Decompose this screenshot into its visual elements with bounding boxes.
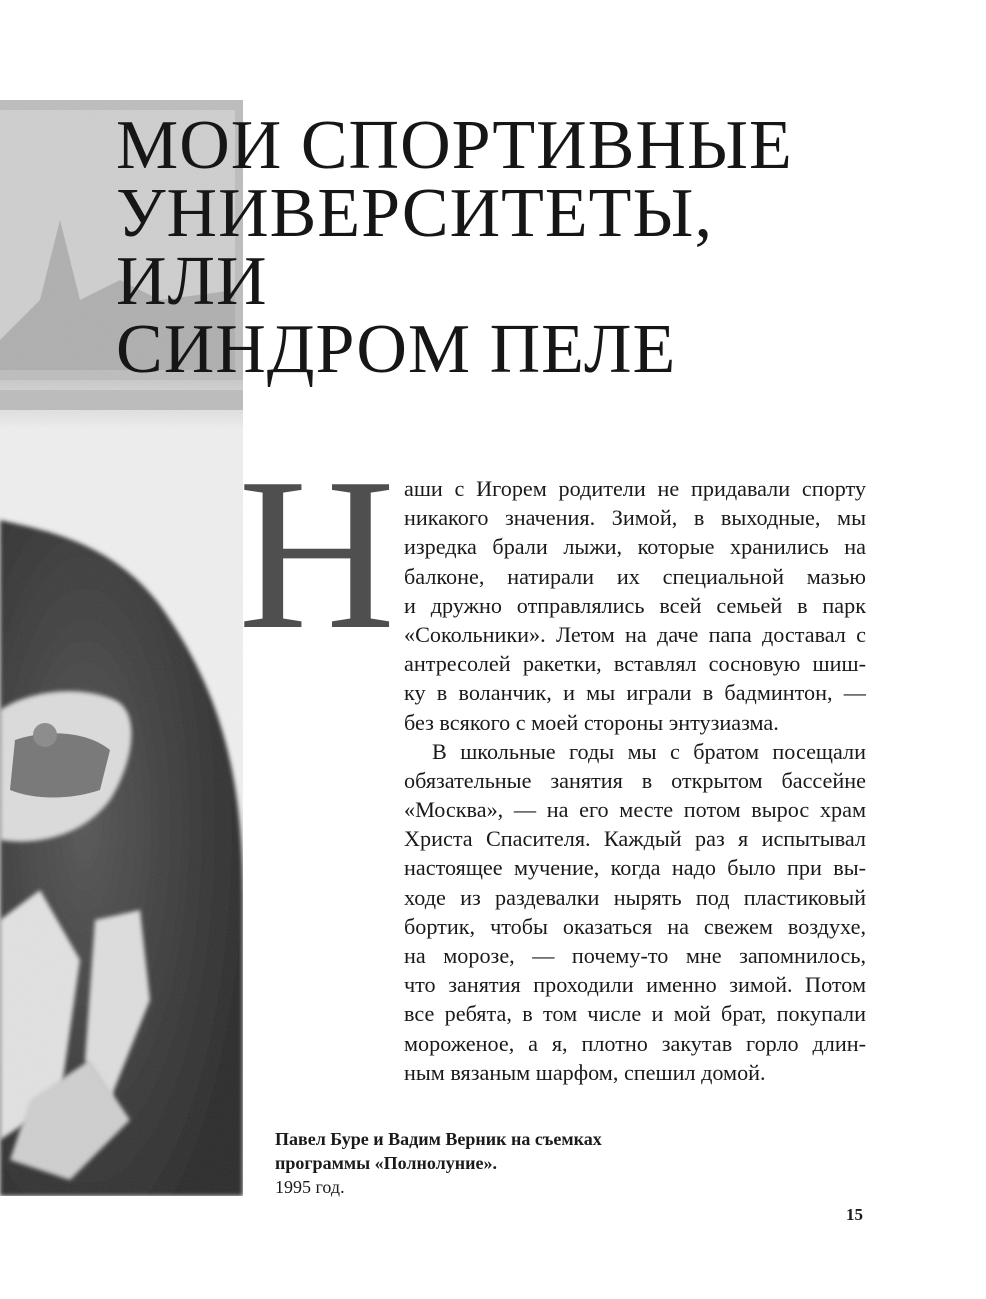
text-line: «Москва», — на его месте потом вырос храм — [404, 797, 866, 823]
text-line: балконе, натирали их специальной мазью — [404, 563, 866, 589]
text-line: ным вязаным шарфом, спешил домой. — [404, 1059, 766, 1085]
caption-year: 1995 год. — [275, 1177, 345, 1197]
text-line: никакого значения. Зимой, в выходные, мы — [404, 505, 866, 531]
caption-line: Павел Буре и Вадим Верник на съемках — [275, 1129, 602, 1149]
text-line: настоящее мучение, когда надо было при вы- — [404, 855, 866, 881]
title-line: УНИВЕРСИТЕТЫ, — [116, 175, 713, 252]
text-line: «Сокольники». Летом на даче папа доставал с — [404, 621, 866, 647]
page-number: 15 — [846, 1205, 863, 1224]
text-line: изредка брали лыжи, которые хранились на — [404, 534, 866, 560]
title-line: СИНДРОМ ПЕЛЕ — [116, 311, 677, 388]
title-line: МОИ СПОРТИВНЫЕ — [116, 107, 793, 184]
text-line: аши с Игорем родители не придавали спорту — [404, 476, 866, 501]
text-line: что занятия проходили именно зимой. Потом — [404, 972, 866, 998]
caption-line: программы «Полнолуние». — [275, 1153, 497, 1173]
chapter-title — [116, 107, 793, 388]
text-line: ходе из раздевалки нырять под пластиковый — [404, 884, 866, 910]
text-line: Христа Спасителя. Каждый раз я испытывал — [404, 826, 866, 852]
text-line: на морозе, — почему-то мне запомнилось, — [404, 943, 866, 968]
text-line: все ребята, в том числе и мой брат, покупали — [404, 1001, 866, 1027]
text-line: без всякого с моей стороны энтузиазма. — [404, 709, 779, 735]
drop-cap: Н — [238, 434, 396, 675]
text-line: ку в воланчик, и мы играли в бадминтон, — — [404, 680, 866, 706]
text-line: бортик, чтобы оказаться на свежем воздухе, — [404, 913, 866, 939]
photo-caption — [275, 1127, 602, 1199]
text-line: В школьные годы мы с братом посещали — [432, 738, 866, 764]
body-text — [404, 474, 866, 1087]
text-line: и дружно отправлялись всей семьей в парк — [404, 592, 866, 618]
text-line: антресолей ракетки, вставлял сосновую шиш- — [404, 651, 866, 677]
title-line: ИЛИ — [116, 243, 268, 320]
text-line: обязательные занятия в открытом бассейне — [404, 767, 866, 793]
text-line: мороженое, а я, плотно закутав горло длин- — [404, 1030, 866, 1056]
